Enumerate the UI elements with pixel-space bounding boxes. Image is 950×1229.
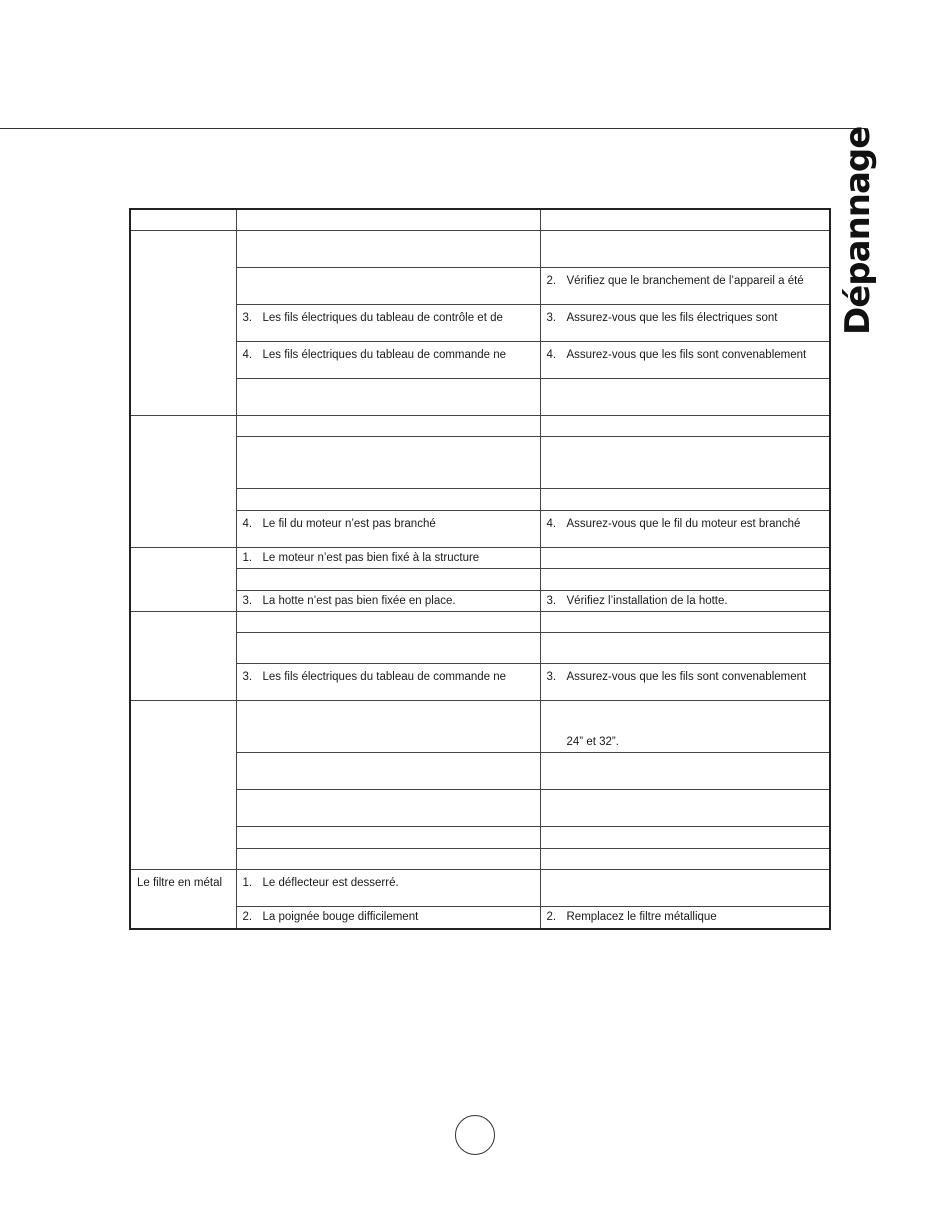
header-problem bbox=[130, 209, 236, 231]
solution-cell: 3. Assurez-vous que les fils électriques sont bbox=[540, 305, 830, 342]
cause-cell bbox=[236, 849, 540, 870]
cause-cell bbox=[236, 231, 540, 268]
solution-cell bbox=[540, 548, 830, 569]
solution-cell bbox=[540, 379, 830, 416]
cause-cell bbox=[236, 437, 540, 489]
solution-cell: 4. Assurez-vous que les fils sont convenablement bbox=[540, 342, 830, 379]
cause-cell bbox=[236, 268, 540, 305]
cause-cell: 4. Le fil du moteur n’est pas branché bbox=[236, 511, 540, 548]
solution-cell bbox=[540, 489, 830, 511]
cause-cell bbox=[236, 790, 540, 827]
cause-cell bbox=[236, 753, 540, 790]
solution-cell bbox=[540, 790, 830, 827]
table-row bbox=[130, 548, 830, 569]
solution-cell: 3. Vérifiez l’installation de la hotte. bbox=[540, 591, 830, 612]
solution-cell bbox=[540, 633, 830, 664]
problem-cell bbox=[130, 701, 236, 870]
cause-cell bbox=[236, 416, 540, 437]
cause-cell: 3. Les fils électriques du tableau de commande ne bbox=[236, 664, 540, 701]
solution-cell bbox=[540, 437, 830, 489]
cause-cell: 4. Les fils électriques du tableau de commande ne bbox=[236, 342, 540, 379]
solution-cell bbox=[540, 753, 830, 790]
cause-cell bbox=[236, 633, 540, 664]
cause-cell bbox=[236, 489, 540, 511]
table-row bbox=[130, 612, 830, 633]
solution-cell bbox=[540, 416, 830, 437]
solution-cell: 3. Assurez-vous que les fils sont convenablement bbox=[540, 664, 830, 701]
solution-cell: 24” et 32”. bbox=[540, 701, 830, 753]
header-cause bbox=[236, 209, 540, 231]
cause-cell: 1. Le moteur n’est pas bien fixé à la structure bbox=[236, 548, 540, 569]
section-title: Dépannage bbox=[838, 126, 878, 335]
cause-cell: 3. Les fils électriques du tableau de contrôle et de bbox=[236, 305, 540, 342]
cause-cell: 1. Le déflecteur est desserré. bbox=[236, 870, 540, 907]
header-solution bbox=[540, 209, 830, 231]
table-row bbox=[130, 870, 830, 907]
solution-cell bbox=[540, 612, 830, 633]
cause-cell bbox=[236, 379, 540, 416]
solution-cell bbox=[540, 231, 830, 268]
solution-cell bbox=[540, 569, 830, 591]
table-row bbox=[130, 701, 830, 753]
problem-cell bbox=[130, 231, 236, 416]
troubleshooting-table bbox=[129, 208, 831, 930]
header-rule bbox=[0, 128, 866, 129]
solution-cell bbox=[540, 849, 830, 870]
solution-cell: 2. Vérifiez que le branchement de l’appareil a été bbox=[540, 268, 830, 305]
solution-cell bbox=[540, 870, 830, 907]
solution-cell: 2. Remplacez le filtre métallique bbox=[540, 907, 830, 929]
page-number-circle bbox=[455, 1115, 495, 1155]
table-header-row bbox=[130, 209, 830, 231]
table-row bbox=[130, 416, 830, 437]
problem-cell bbox=[130, 612, 236, 701]
cause-cell bbox=[236, 612, 540, 633]
cause-cell bbox=[236, 569, 540, 591]
problem-cell: Le filtre en métal bbox=[130, 870, 236, 929]
cause-cell bbox=[236, 827, 540, 849]
table-row bbox=[130, 231, 830, 268]
solution-cell: 4. Assurez-vous que le fil du moteur est branché bbox=[540, 511, 830, 548]
problem-cell bbox=[130, 548, 236, 612]
solution-cell bbox=[540, 827, 830, 849]
problem-cell bbox=[130, 416, 236, 548]
cause-cell bbox=[236, 701, 540, 753]
cause-cell: 3. La hotte n’est pas bien fixée en place. bbox=[236, 591, 540, 612]
cause-cell: 2. La poignée bouge difficilement bbox=[236, 907, 540, 929]
